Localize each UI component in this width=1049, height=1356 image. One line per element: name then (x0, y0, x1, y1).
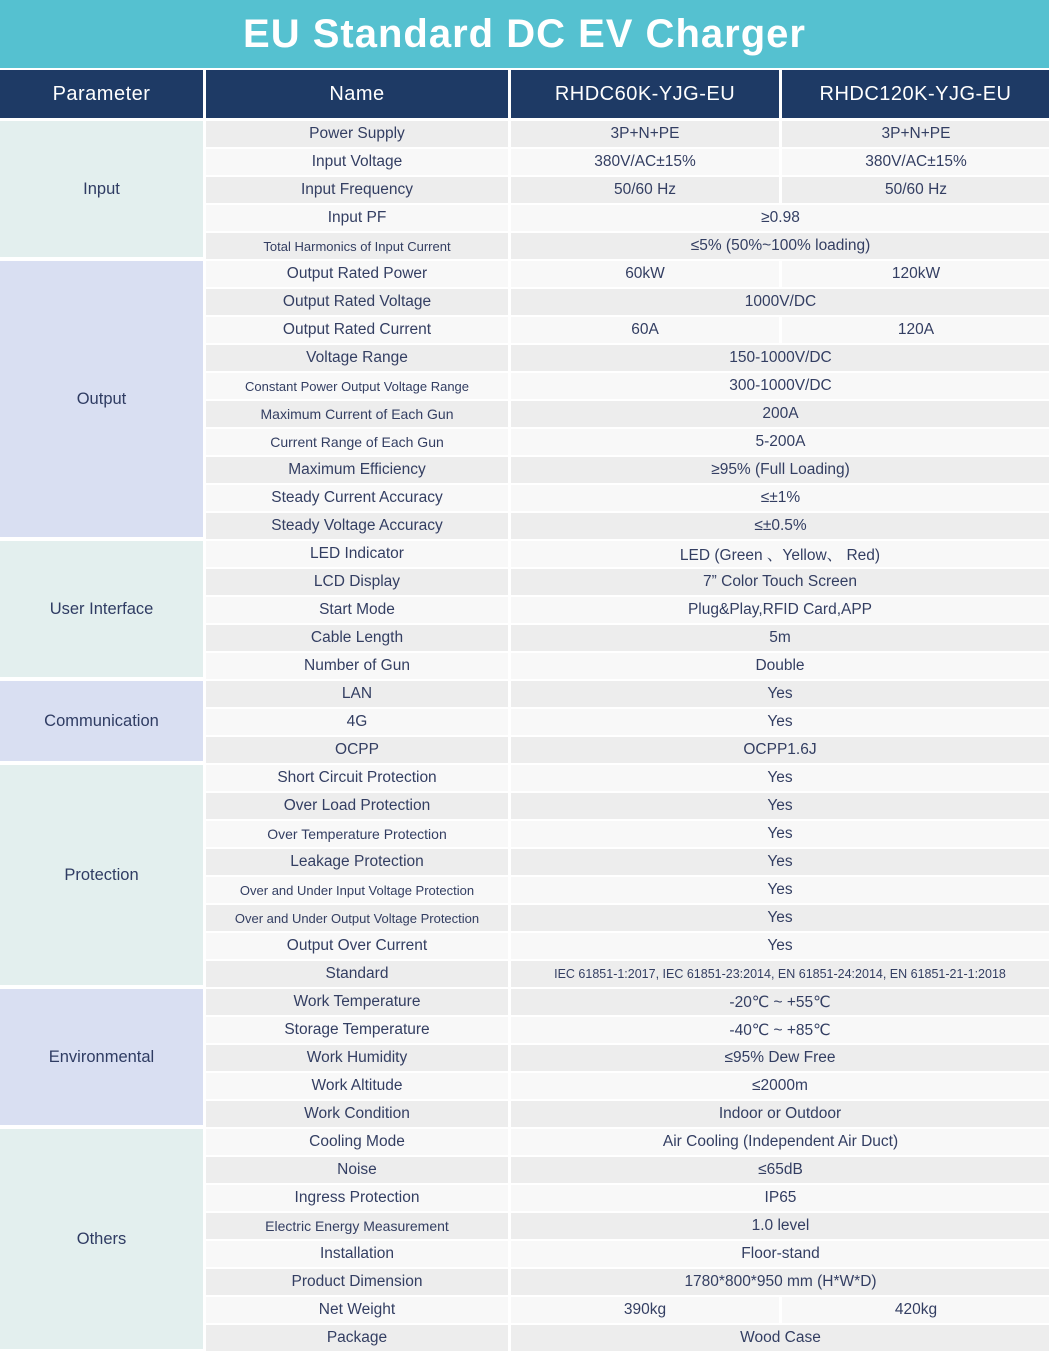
spec-row (206, 485, 1049, 511)
name-cell: Work Condition (206, 1101, 508, 1127)
name-cell: Input PF (206, 205, 508, 231)
spec-row (206, 569, 1049, 595)
name-cell: Maximum Efficiency (206, 457, 508, 483)
name-cell: Output Rated Current (206, 317, 508, 343)
name-cell: Leakage Protection (206, 849, 508, 875)
name-cell: Over Temperature Protection (206, 821, 508, 847)
spec-row (206, 625, 1049, 651)
name-cell: Output Rated Power (206, 261, 508, 287)
value-cell: ≥0.98 (511, 205, 1049, 231)
value-cell: -40℃ ~ +85℃ (511, 1017, 1049, 1043)
spec-row (206, 905, 1049, 931)
value-cell: Plug&Play,RFID Card,APP (511, 597, 1049, 623)
name-cell: Input Voltage (206, 149, 508, 175)
value-cell: 5-200A (511, 429, 1049, 455)
spec-row (206, 737, 1049, 763)
value-cell: Yes (511, 877, 1049, 903)
spec-row (206, 1073, 1049, 1099)
section-label: Input (0, 121, 203, 257)
spec-row (206, 849, 1049, 875)
value-cell: 120A (782, 317, 1049, 343)
value-cell: 5m (511, 625, 1049, 651)
spec-row (206, 765, 1049, 791)
section-rows (206, 989, 1049, 1129)
value-cell: Floor-stand (511, 1241, 1049, 1267)
spec-row (206, 653, 1049, 679)
section-label: Environmental (0, 989, 203, 1125)
section-environmental (0, 989, 1049, 1129)
name-cell: Voltage Range (206, 345, 508, 371)
spec-row (206, 821, 1049, 847)
section-label: Others (0, 1129, 203, 1349)
spec-row (206, 961, 1049, 987)
spec-row (206, 1325, 1049, 1351)
spec-row (206, 681, 1049, 707)
spec-row (206, 289, 1049, 315)
spec-row (206, 1213, 1049, 1239)
spec-row (206, 597, 1049, 623)
page-title: EU Standard DC EV Charger (0, 0, 1049, 68)
name-cell: Cooling Mode (206, 1129, 508, 1155)
value-cell: Yes (511, 765, 1049, 791)
name-cell: Standard (206, 961, 508, 987)
name-cell: LED Indicator (206, 541, 508, 567)
name-cell: Over Load Protection (206, 793, 508, 819)
value-cell: 380V/AC±15% (782, 149, 1049, 175)
section-label: Protection (0, 765, 203, 985)
spec-row (206, 709, 1049, 735)
column-header-name: Name (206, 70, 508, 118)
value-cell: IP65 (511, 1185, 1049, 1211)
section-others (0, 1129, 1049, 1353)
spec-row (206, 1297, 1049, 1323)
name-cell: Output Over Current (206, 933, 508, 959)
name-cell: Noise (206, 1157, 508, 1183)
spec-row (206, 1101, 1049, 1127)
section-rows (206, 765, 1049, 989)
spec-row (206, 177, 1049, 203)
value-cell: ≤±0.5% (511, 513, 1049, 539)
value-cell: ≤±1% (511, 485, 1049, 511)
value-cell: 380V/AC±15% (511, 149, 779, 175)
name-cell: Maximum Current of Each Gun (206, 401, 508, 427)
name-cell: LCD Display (206, 569, 508, 595)
name-cell: Over and Under Output Voltage Protection (206, 905, 508, 931)
section-user-interface (0, 541, 1049, 681)
name-cell: Output Rated Voltage (206, 289, 508, 315)
spec-row (206, 989, 1049, 1015)
section-label: Communication (0, 681, 203, 761)
value-cell: 200A (511, 401, 1049, 427)
name-cell: 4G (206, 709, 508, 735)
name-cell: Power Supply (206, 121, 508, 147)
section-label: User Interface (0, 541, 203, 677)
value-cell: 60kW (511, 261, 779, 287)
value-cell: Yes (511, 681, 1049, 707)
name-cell: Current Range of Each Gun (206, 429, 508, 455)
value-cell: ≤95% Dew Free (511, 1045, 1049, 1071)
name-cell: OCPP (206, 737, 508, 763)
spec-row (206, 205, 1049, 231)
value-cell: 50/60 Hz (782, 177, 1049, 203)
name-cell: Constant Power Output Voltage Range (206, 373, 508, 399)
name-cell: Net Weight (206, 1297, 508, 1323)
name-cell: Short Circuit Protection (206, 765, 508, 791)
value-cell: ≤2000m (511, 1073, 1049, 1099)
value-cell: 3P+N+PE (782, 121, 1049, 147)
value-cell: Double (511, 653, 1049, 679)
value-cell: 300-1000V/DC (511, 373, 1049, 399)
spec-row (206, 1157, 1049, 1183)
spec-row (206, 1129, 1049, 1155)
value-cell: 120kW (782, 261, 1049, 287)
name-cell: Cable Length (206, 625, 508, 651)
value-cell: Indoor or Outdoor (511, 1101, 1049, 1127)
value-cell: 1780*800*950 mm (H*W*D) (511, 1269, 1049, 1295)
name-cell: Package (206, 1325, 508, 1351)
value-cell: 390kg (511, 1297, 779, 1323)
spec-row (206, 121, 1049, 147)
value-cell: 420kg (782, 1297, 1049, 1323)
value-cell: -20℃ ~ +55℃ (511, 989, 1049, 1015)
spec-row (206, 401, 1049, 427)
spec-row (206, 793, 1049, 819)
value-cell: Yes (511, 709, 1049, 735)
name-cell: Installation (206, 1241, 508, 1267)
value-cell: OCPP1.6J (511, 737, 1049, 763)
name-cell: Ingress Protection (206, 1185, 508, 1211)
section-label: Output (0, 261, 203, 537)
section-rows (206, 681, 1049, 765)
name-cell: Over and Under Input Voltage Protection (206, 877, 508, 903)
name-cell: Work Humidity (206, 1045, 508, 1071)
spec-row (206, 877, 1049, 903)
spec-row (206, 1017, 1049, 1043)
column-header-model-120k: RHDC120K-YJG-EU (782, 70, 1049, 118)
value-cell: Air Cooling (Independent Air Duct) (511, 1129, 1049, 1155)
section-input (0, 121, 1049, 261)
name-cell: Number of Gun (206, 653, 508, 679)
value-cell: ≥95% (Full Loading) (511, 457, 1049, 483)
column-header-model-60k: RHDC60K-YJG-EU (511, 70, 779, 118)
table-header (0, 70, 1049, 118)
value-cell: 1000V/DC (511, 289, 1049, 315)
spec-row (206, 233, 1049, 259)
spec-row (206, 513, 1049, 539)
value-cell: 7” Color Touch Screen (511, 569, 1049, 595)
name-cell: LAN (206, 681, 508, 707)
name-cell: Steady Voltage Accuracy (206, 513, 508, 539)
name-cell: Start Mode (206, 597, 508, 623)
name-cell: Work Altitude (206, 1073, 508, 1099)
value-cell: Yes (511, 905, 1049, 931)
spec-row (206, 345, 1049, 371)
section-rows (206, 261, 1049, 541)
name-cell: Steady Current Accuracy (206, 485, 508, 511)
section-rows (206, 541, 1049, 681)
spec-row (206, 933, 1049, 959)
spec-row (206, 541, 1049, 567)
spec-row (206, 1185, 1049, 1211)
spec-row (206, 373, 1049, 399)
name-cell: Work Temperature (206, 989, 508, 1015)
column-header-parameter: Parameter (0, 70, 203, 118)
value-cell: IEC 61851-1:2017, IEC 61851-23:2014, EN 61851-24:2014, EN 61851-21-1:2018 (511, 961, 1049, 987)
spec-row (206, 317, 1049, 343)
spec-row (206, 1269, 1049, 1295)
value-cell: Yes (511, 821, 1049, 847)
value-cell: LED (Green 、Yellow、 Red) (511, 541, 1049, 567)
name-cell: Input Frequency (206, 177, 508, 203)
spec-row (206, 149, 1049, 175)
name-cell: Product Dimension (206, 1269, 508, 1295)
name-cell: Total Harmonics of Input Current (206, 233, 508, 259)
spec-row (206, 1241, 1049, 1267)
spec-row (206, 457, 1049, 483)
spec-row (206, 261, 1049, 287)
section-protection (0, 765, 1049, 989)
spec-table (0, 121, 1049, 1353)
value-cell: ≤5% (50%~100% loading) (511, 233, 1049, 259)
spec-row (206, 1045, 1049, 1071)
value-cell: Yes (511, 933, 1049, 959)
value-cell: 50/60 Hz (511, 177, 779, 203)
value-cell: 3P+N+PE (511, 121, 779, 147)
name-cell: Storage Temperature (206, 1017, 508, 1043)
value-cell: Yes (511, 793, 1049, 819)
value-cell: 150-1000V/DC (511, 345, 1049, 371)
name-cell: Electric Energy Measurement (206, 1213, 508, 1239)
value-cell: 60A (511, 317, 779, 343)
value-cell: ≤65dB (511, 1157, 1049, 1183)
value-cell: 1.0 level (511, 1213, 1049, 1239)
section-rows (206, 1129, 1049, 1353)
value-cell: Yes (511, 849, 1049, 875)
section-communication (0, 681, 1049, 765)
section-output (0, 261, 1049, 541)
spec-row (206, 429, 1049, 455)
section-rows (206, 121, 1049, 261)
value-cell: Wood Case (511, 1325, 1049, 1351)
